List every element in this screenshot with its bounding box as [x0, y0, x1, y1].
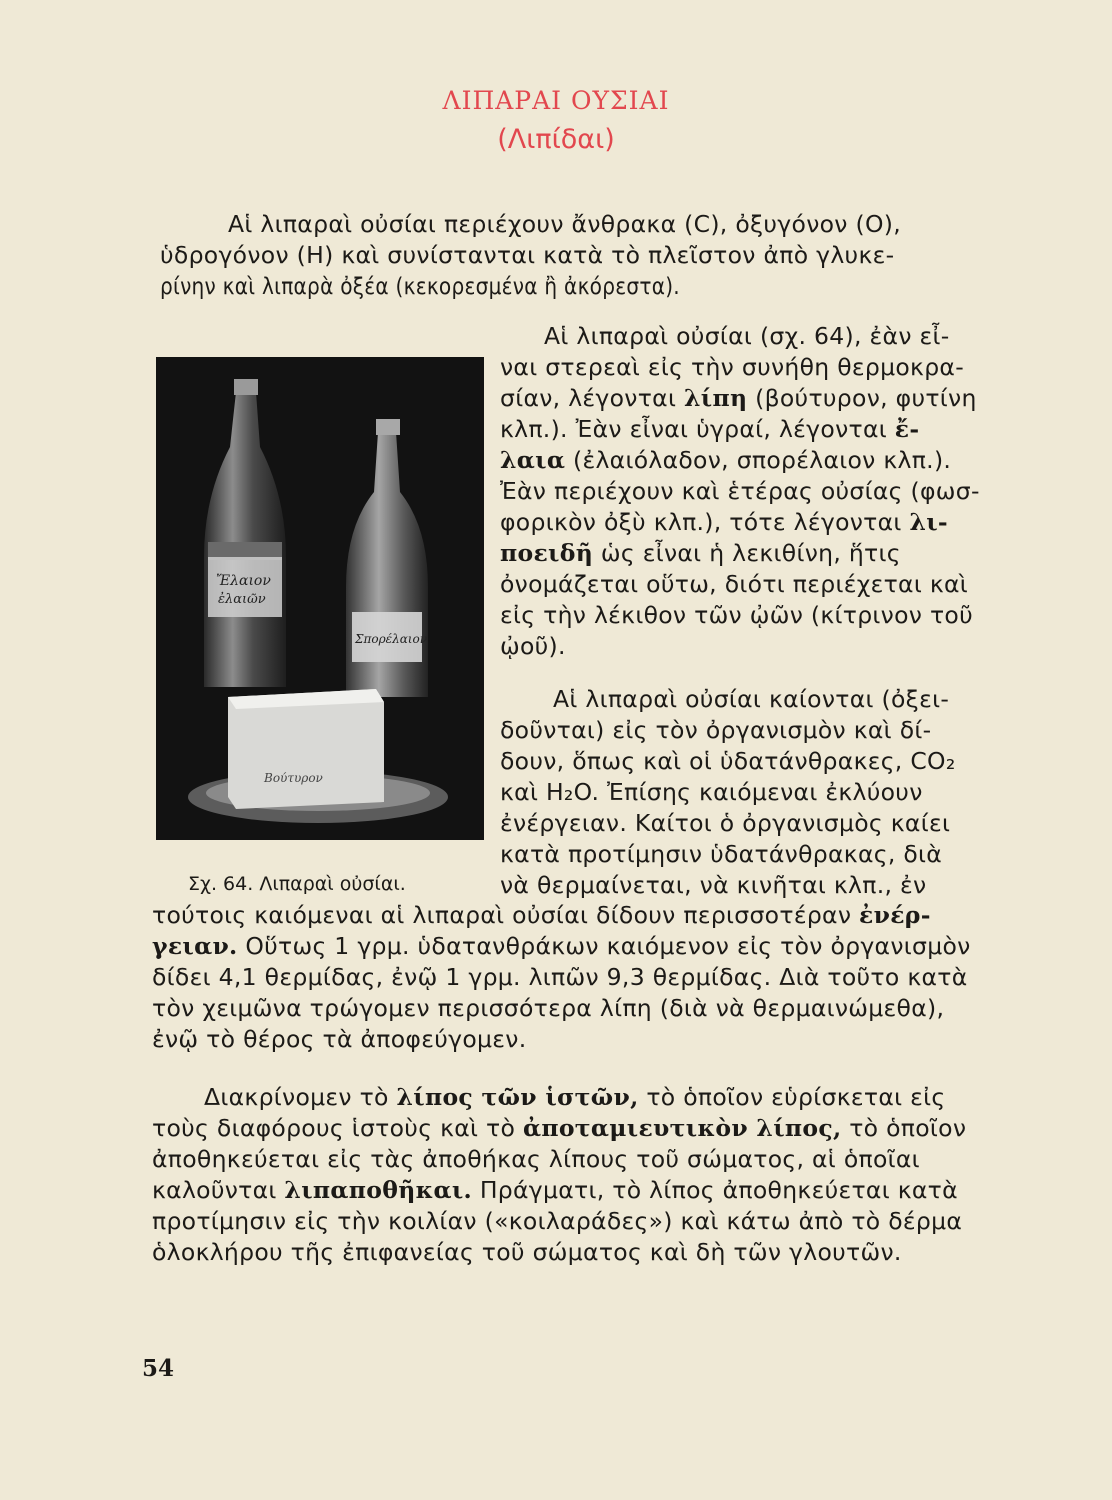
figure-caption: Σχ. 64. Λιπαραὶ οὐσίαι.	[188, 873, 406, 895]
text-line	[553, 684, 949, 714]
text-segment: Αἱ λιπαραὶ οὐσίαι περιέχουν ἄνθρακα (C), ὀξυγόνον (O),	[228, 210, 901, 238]
text-line	[544, 321, 950, 351]
text-segment: ναι στερεαὶ εἰς τὴν συνήθη θερμοκρα-	[500, 353, 964, 381]
text-segment: Διακρίνομεν τὸ	[204, 1083, 397, 1111]
text-line	[500, 715, 931, 745]
bold-term: λίπος τῶν ἱστῶν,	[396, 1083, 639, 1111]
text-segment: ἐνέργειαν. Καίτοι ὁ ὀργανισμὸς καίει	[500, 809, 951, 837]
text-line	[160, 271, 680, 301]
text-segment: Αἱ λιπαραὶ οὐσίαι (σχ. 64), ἐὰν εἶ-	[544, 322, 950, 350]
text-segment: καὶ H₂O. Ἐπίσης καιόμεναι ἐκλύουν	[500, 778, 923, 806]
text-line	[204, 1082, 945, 1112]
page-number: 54	[142, 1355, 175, 1382]
label-butter: Βούτυρον	[264, 771, 323, 785]
label-elaion-2: ἐλαιῶν	[218, 592, 266, 607]
bold-term: λίπη	[684, 384, 748, 412]
text-segment: προτίμησιν εἰς τὴν κοιλίαν («κοιλαράδες») καὶ κάτω ἀπὸ τὸ δέρμα	[152, 1207, 963, 1235]
text-line	[152, 1237, 902, 1267]
text-line	[500, 352, 964, 382]
bold-term: ἐνέρ-	[859, 901, 931, 929]
text-segment: τοὺς διαφόρους ἱστοὺς καὶ τὸ	[152, 1114, 523, 1142]
bold-term: λιπαποθῆκαι.	[284, 1176, 473, 1204]
bold-term: ἀποταμιευτικὸν λίπος,	[522, 1114, 842, 1142]
text-line	[500, 600, 973, 630]
text-line	[152, 900, 931, 930]
text-line	[500, 538, 901, 568]
text-segment: ἐνῷ τὸ θέρος τὰ ἀποφεύγομεν.	[152, 1025, 527, 1053]
text-segment: ἀποθηκεύεται εἰς τὰς ἀποθήκας λίπους τοῦ σώματος, αἱ ὁποῖαι	[152, 1145, 920, 1173]
text-line	[500, 839, 942, 869]
text-segment: φορικὸν ὀξὺ κλπ.), τότε λέγονται	[500, 508, 910, 536]
text-segment: ᾠοῦ).	[500, 632, 566, 660]
text-segment: κλπ.). Ἐὰν εἶναι ὑγραί, λέγονται	[500, 415, 895, 443]
text-line	[152, 1113, 966, 1143]
text-segment: ὁλοκλήρου τῆς ἐπιφανείας τοῦ σώματος καὶ δὴ τῶν γλουτῶν.	[152, 1238, 902, 1266]
text-segment: δοῦνται) εἰς τὸν ὀργανισμὸν καὶ δί-	[500, 716, 932, 744]
text-segment: (ἐλαιόλαδον, σπορέλαιον κλπ.).	[565, 446, 952, 474]
text-segment: (βούτυρον, φυτίνη	[747, 384, 977, 412]
text-segment: Πράγματι, τὸ λίπος ἀποθηκεύεται κατὰ	[472, 1176, 958, 1204]
text-segment: τούτοις καιόμεναι αἱ λιπαραὶ οὐσίαι δίδουν περισσοτέραν	[152, 901, 860, 929]
text-line	[500, 569, 968, 599]
text-segment: τὸν χειμῶνα τρώγομεν περισσότερα λίπη (διὰ νὰ θερμαινώμεθα),	[152, 994, 945, 1022]
text-segment: τὸ ὁποῖον εὑρίσκεται εἰς	[638, 1083, 946, 1111]
text-segment: δίδει 4,1 θερμίδας, ἐνῷ 1 γρμ. λιπῶν 9,3 θερμίδας. Διὰ τοῦτο κατὰ	[152, 963, 968, 991]
text-line	[500, 383, 977, 413]
page-title: ΛΙΠΑΡΑΙ ΟΥΣΙΑΙ	[442, 86, 670, 115]
text-segment: κατὰ προτίμησιν ὑδατάνθρακας, διὰ	[500, 840, 943, 868]
text-segment: εἰς τὴν λέκιθον τῶν ᾠῶν (κίτρινον τοῦ	[500, 601, 974, 629]
text-segment: Ἐὰν περιέχουν καὶ ἑτέρας οὐσίας (φωσ-	[500, 477, 980, 505]
bold-term: λι-	[909, 508, 948, 536]
text-segment: Οὕτως 1 γρμ. ὑδατανθράκων καιόμενον εἰς τὸν ὀργανισμὸν	[237, 932, 971, 960]
text-segment: Αἱ λιπαραὶ οὐσίαι καίονται (ὀξει-	[553, 685, 950, 713]
bold-term: ποειδῆ	[500, 539, 594, 567]
text-segment: καλοῦνται	[152, 1176, 285, 1204]
figure-photo	[156, 357, 484, 840]
text-segment: ὑδρογόνον (H) καὶ συνίστανται κατὰ τὸ πλεῖστον ἀπὸ γλυκε-	[160, 241, 895, 269]
text-segment: δουν, ὅπως καὶ οἱ ὑδατάνθρακες, CO₂	[500, 747, 956, 775]
text-line	[500, 777, 923, 807]
text-segment: ρίνην καὶ λιπαρὰ ὀξέα (κεκορεσμένα ἢ ἀκόρεστα).	[160, 272, 680, 300]
text-line	[152, 1024, 526, 1054]
text-line	[500, 476, 980, 506]
text-segment: ὀνομάζεται οὕτω, διότι περιέχεται καὶ	[500, 570, 969, 598]
text-line	[152, 1175, 958, 1205]
text-line	[160, 240, 894, 270]
label-sporelaion: Σπορέλαιον	[355, 632, 428, 646]
page-subtitle: (Λιπίδαι)	[497, 124, 615, 155]
text-segment: τὸ ὁποῖον	[841, 1114, 967, 1142]
text-line	[152, 1144, 920, 1174]
bold-term: ἔ-	[894, 415, 920, 443]
text-line	[152, 1206, 962, 1236]
text-line	[500, 870, 926, 900]
text-line	[500, 445, 951, 475]
bold-term: γειαν.	[152, 932, 238, 960]
text-segment: νὰ θερμαίνεται, νὰ κινῆται κλπ., ἐν	[500, 871, 927, 899]
text-line	[152, 931, 971, 961]
text-line	[152, 993, 944, 1023]
text-line	[228, 209, 901, 239]
label-elaion-1: Ἔλαιον	[216, 573, 271, 589]
text-segment: σίαν, λέγονται	[500, 384, 684, 412]
text-line	[500, 746, 956, 776]
bold-term: λαια	[500, 446, 566, 474]
text-line	[500, 507, 948, 537]
text-segment: ὡς εἶναι ἡ λεκιθίνη, ἥτις	[593, 539, 901, 567]
bottles-and-butter-illustration	[156, 357, 484, 840]
text-line	[500, 414, 919, 444]
text-line	[500, 631, 566, 661]
text-line	[500, 808, 950, 838]
text-line	[152, 962, 968, 992]
